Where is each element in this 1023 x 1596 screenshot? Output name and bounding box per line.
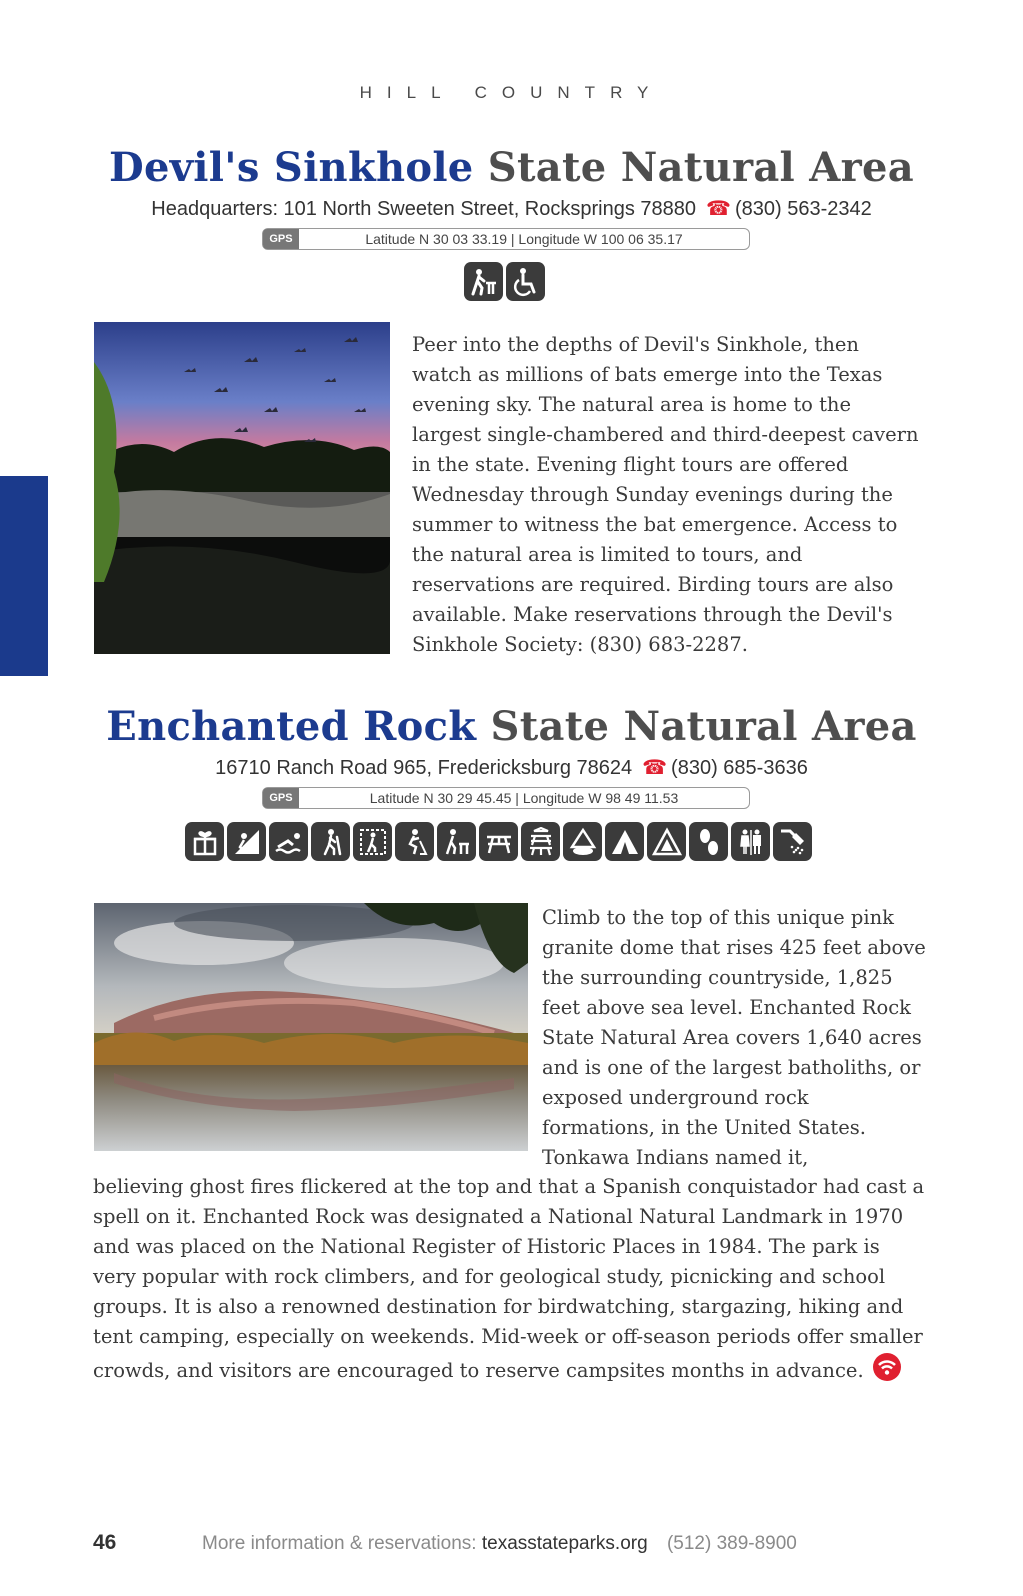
group-camp-icon <box>563 822 602 861</box>
phone-icon: ☎ <box>706 198 731 220</box>
camping-hiking-icon <box>437 822 476 861</box>
park-phone[interactable]: (830) 685-3636 <box>671 757 808 779</box>
park-description-bottom <box>93 1172 927 1391</box>
gps-box <box>262 228 750 250</box>
gps-badge: GPS <box>263 229 299 249</box>
group-picnic-icon <box>521 822 560 861</box>
trail-icon <box>689 822 728 861</box>
park-description: Peer into the depths of Devil's Sinkhole, then watch as millions of bats emerge into the Texas evening sky. The natural area is home to the largest single-chambered and third-deepest cavern in the state. Evening flight tours are offered Wednesday through Sunday evenings during the summer to witness the bat emergence. Access to the natural area is limited to tours, and reservations are required. Birding tours are also available. Make reservations through the Devil's Sinkhole Society: (830) 683-2287. <box>412 333 919 656</box>
gps-coordinates: Latitude N 30 03 33.19 | Longitude W 100 06 35.17 <box>365 231 683 247</box>
picnic-table-icon <box>479 822 518 861</box>
park-address-line <box>0 755 1023 780</box>
swimming-icon <box>269 822 308 861</box>
amenity-icons <box>185 822 812 861</box>
amenity-icons <box>464 262 545 301</box>
park-phone[interactable]: (830) 563-2342 <box>734 198 872 220</box>
page-number: 46 <box>93 1531 117 1554</box>
phone-icon: ☎ <box>642 757 668 779</box>
park-type: State Natural Area <box>487 144 914 191</box>
footer-info <box>202 1533 797 1555</box>
park-name: Devil's Sinkhole <box>109 144 474 191</box>
park-description-top: Climb to the top of this unique pink granite dome that rises 425 feet above the surrounding countryside, 1,825 feet above sea level. Enchanted Rock State Natural Area covers 1,640 acres and is one of the largest batholiths, or exposed underground rock formations, in the United States. Tonkawa Indians named it, <box>542 906 926 1169</box>
gps-coordinates: Latitude N 30 29 45.45 | Longitude W 98 49 11.53 <box>369 790 679 806</box>
gps-box <box>262 787 750 809</box>
park-address-line <box>0 196 1023 221</box>
footer-label: More information & reservations: <box>202 1533 477 1554</box>
park-type: State Natural Area <box>490 703 917 750</box>
mountain-biking-icon <box>395 822 434 861</box>
park-address: Headquarters: 101 North Sweeten Street, Rocksprings 78880 <box>151 198 697 220</box>
enchanted-rock-photo <box>94 903 528 1151</box>
park-title-devils-sinkhole <box>0 144 1023 191</box>
hiking-icon <box>464 262 503 301</box>
gift-shop-icon <box>185 822 224 861</box>
rock-climbing-icon <box>227 822 266 861</box>
primitive-camping-icon <box>647 822 686 861</box>
park-description-bottom-text: believing ghost fires flickered at the top and that a Spanish conquistador had cast a spell on it. Enchanted Rock was designated a National Natural Landmark in 1970 and was placed on the National Register of Historic Places in 1984. The park is very popular with rock climbers, and for geological study, picnicking and school groups. It is also a renowned destination for birdwatching, stargazing, hiking and tent camping, especially on weekends. Mid-week or off-season periods offer smaller crowds, and visitors are encouraged to reserve campsites months in advance. <box>93 1175 925 1382</box>
park-name: Enchanted Rock <box>106 703 477 750</box>
hiking-icon <box>311 822 350 861</box>
park-title-enchanted-rock <box>0 703 1023 750</box>
park-address: 16710 Ranch Road 965, Fredericksburg 78624 <box>215 757 633 779</box>
footer-phone[interactable]: (512) 389-8900 <box>666 1533 797 1554</box>
section-tab <box>0 476 48 676</box>
showers-icon <box>773 822 812 861</box>
wifi-icon <box>872 1352 902 1391</box>
tent-camping-icon <box>605 822 644 861</box>
wheelchair-accessible-icon <box>506 262 545 301</box>
interpretive-trail-icon <box>353 822 392 861</box>
footer-url[interactable]: texasstateparks.org <box>481 1533 648 1554</box>
section-label: HILL COUNTRY <box>359 83 664 102</box>
restrooms-icon <box>731 822 770 861</box>
gps-badge: GPS <box>263 788 299 808</box>
devils-sinkhole-photo <box>94 322 390 654</box>
